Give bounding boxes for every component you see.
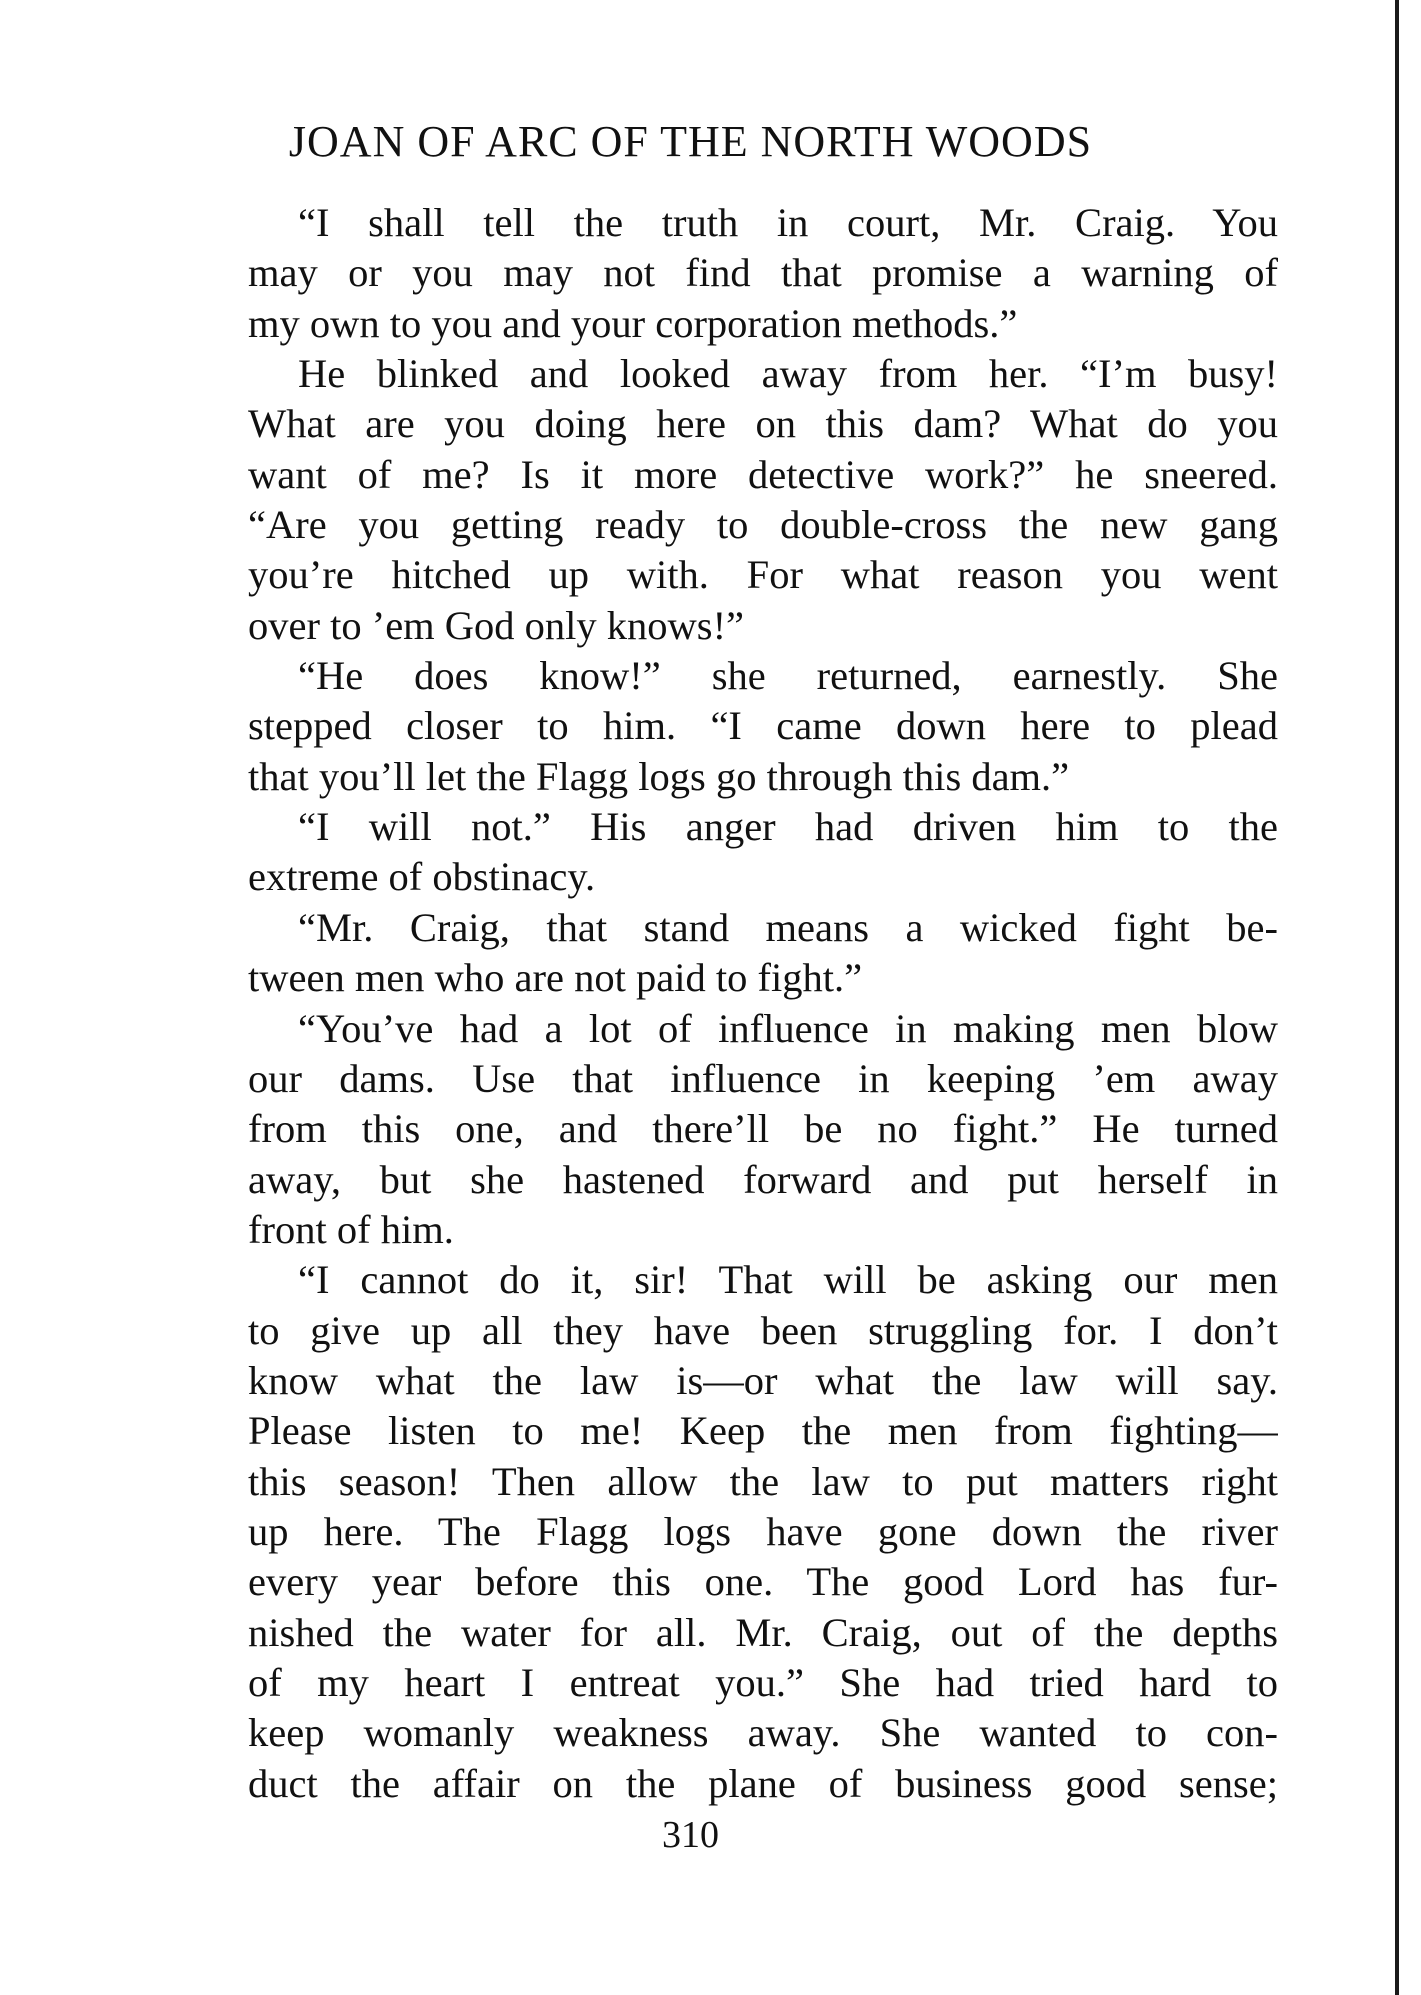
text-line: may or you may not find that promise a warning of <box>248 250 1278 296</box>
text-line: stepped closer to him. “I came down here to plead <box>248 703 1278 749</box>
text-line: What are you doing here on this dam? What do you <box>248 401 1278 447</box>
text-line: this season! Then allow the law to put matters right <box>248 1458 1278 1504</box>
page-number: 310 <box>662 1814 719 1856</box>
text-line: “Mr. Craig, that stand means a wicked fight be- <box>298 904 1278 950</box>
body-text <box>248 198 1278 1809</box>
text-line: “You’ve had a lot of influence in making men blow <box>298 1005 1278 1051</box>
text-line: nished the water for all. Mr. Craig, out of the depths <box>248 1609 1278 1655</box>
text-line: want of me? Is it more detective work?” he sneered. <box>248 451 1278 497</box>
text-line: from this one, and there’ll be no fight.” He turned <box>248 1106 1278 1152</box>
binding-edge-rule <box>1395 0 1399 1995</box>
text-line: our dams. Use that influence in keeping ’em away <box>248 1055 1278 1101</box>
text-line: every year before this one. The good Lord has fur- <box>248 1559 1278 1605</box>
text-line: extreme of obstinacy. <box>248 854 596 900</box>
text-line: He blinked and looked away from her. “I’m busy! <box>298 351 1278 397</box>
text-line: tween men who are not paid to fight.” <box>248 955 863 1001</box>
text-line: “I shall tell the truth in court, Mr. Craig. You <box>298 200 1278 245</box>
text-line: over to ’em God only knows!” <box>248 602 745 648</box>
text-line: know what the law is—or what the law will say. <box>248 1357 1278 1403</box>
text-line: “He does know!” she returned, earnestly. She <box>298 653 1278 699</box>
text-line: to give up all they have been struggling for. I don’t <box>248 1307 1278 1353</box>
text-line: my own to you and your corporation methods.” <box>248 300 1018 346</box>
text-line: that you’ll let the Flagg logs go through this dam.” <box>248 753 1070 799</box>
text-line: duct the affair on the plane of business good sense; <box>248 1760 1278 1806</box>
text-line: up here. The Flagg logs have gone down the river <box>248 1508 1278 1554</box>
text-line: “Are you getting ready to double-cross the new gang <box>248 502 1278 548</box>
text-line: front of him. <box>248 1206 454 1252</box>
running-head: JOAN OF ARC OF THE NORTH WOODS <box>288 117 1093 166</box>
text-line: “I will not.” His anger had driven him to the <box>298 804 1278 850</box>
text-line: of my heart I entreat you.” She had tried hard to <box>248 1659 1278 1705</box>
text-line: you’re hitched up with. For what reason you went <box>248 552 1278 598</box>
text-line: keep womanly weakness away. She wanted to con- <box>248 1710 1278 1756</box>
text-line: “I cannot do it, sir! That will be asking our men <box>298 1257 1278 1303</box>
text-line: away, but she hastened forward and put herself in <box>248 1156 1278 1202</box>
text-line: Please listen to me! Keep the men from fighting— <box>248 1408 1278 1454</box>
